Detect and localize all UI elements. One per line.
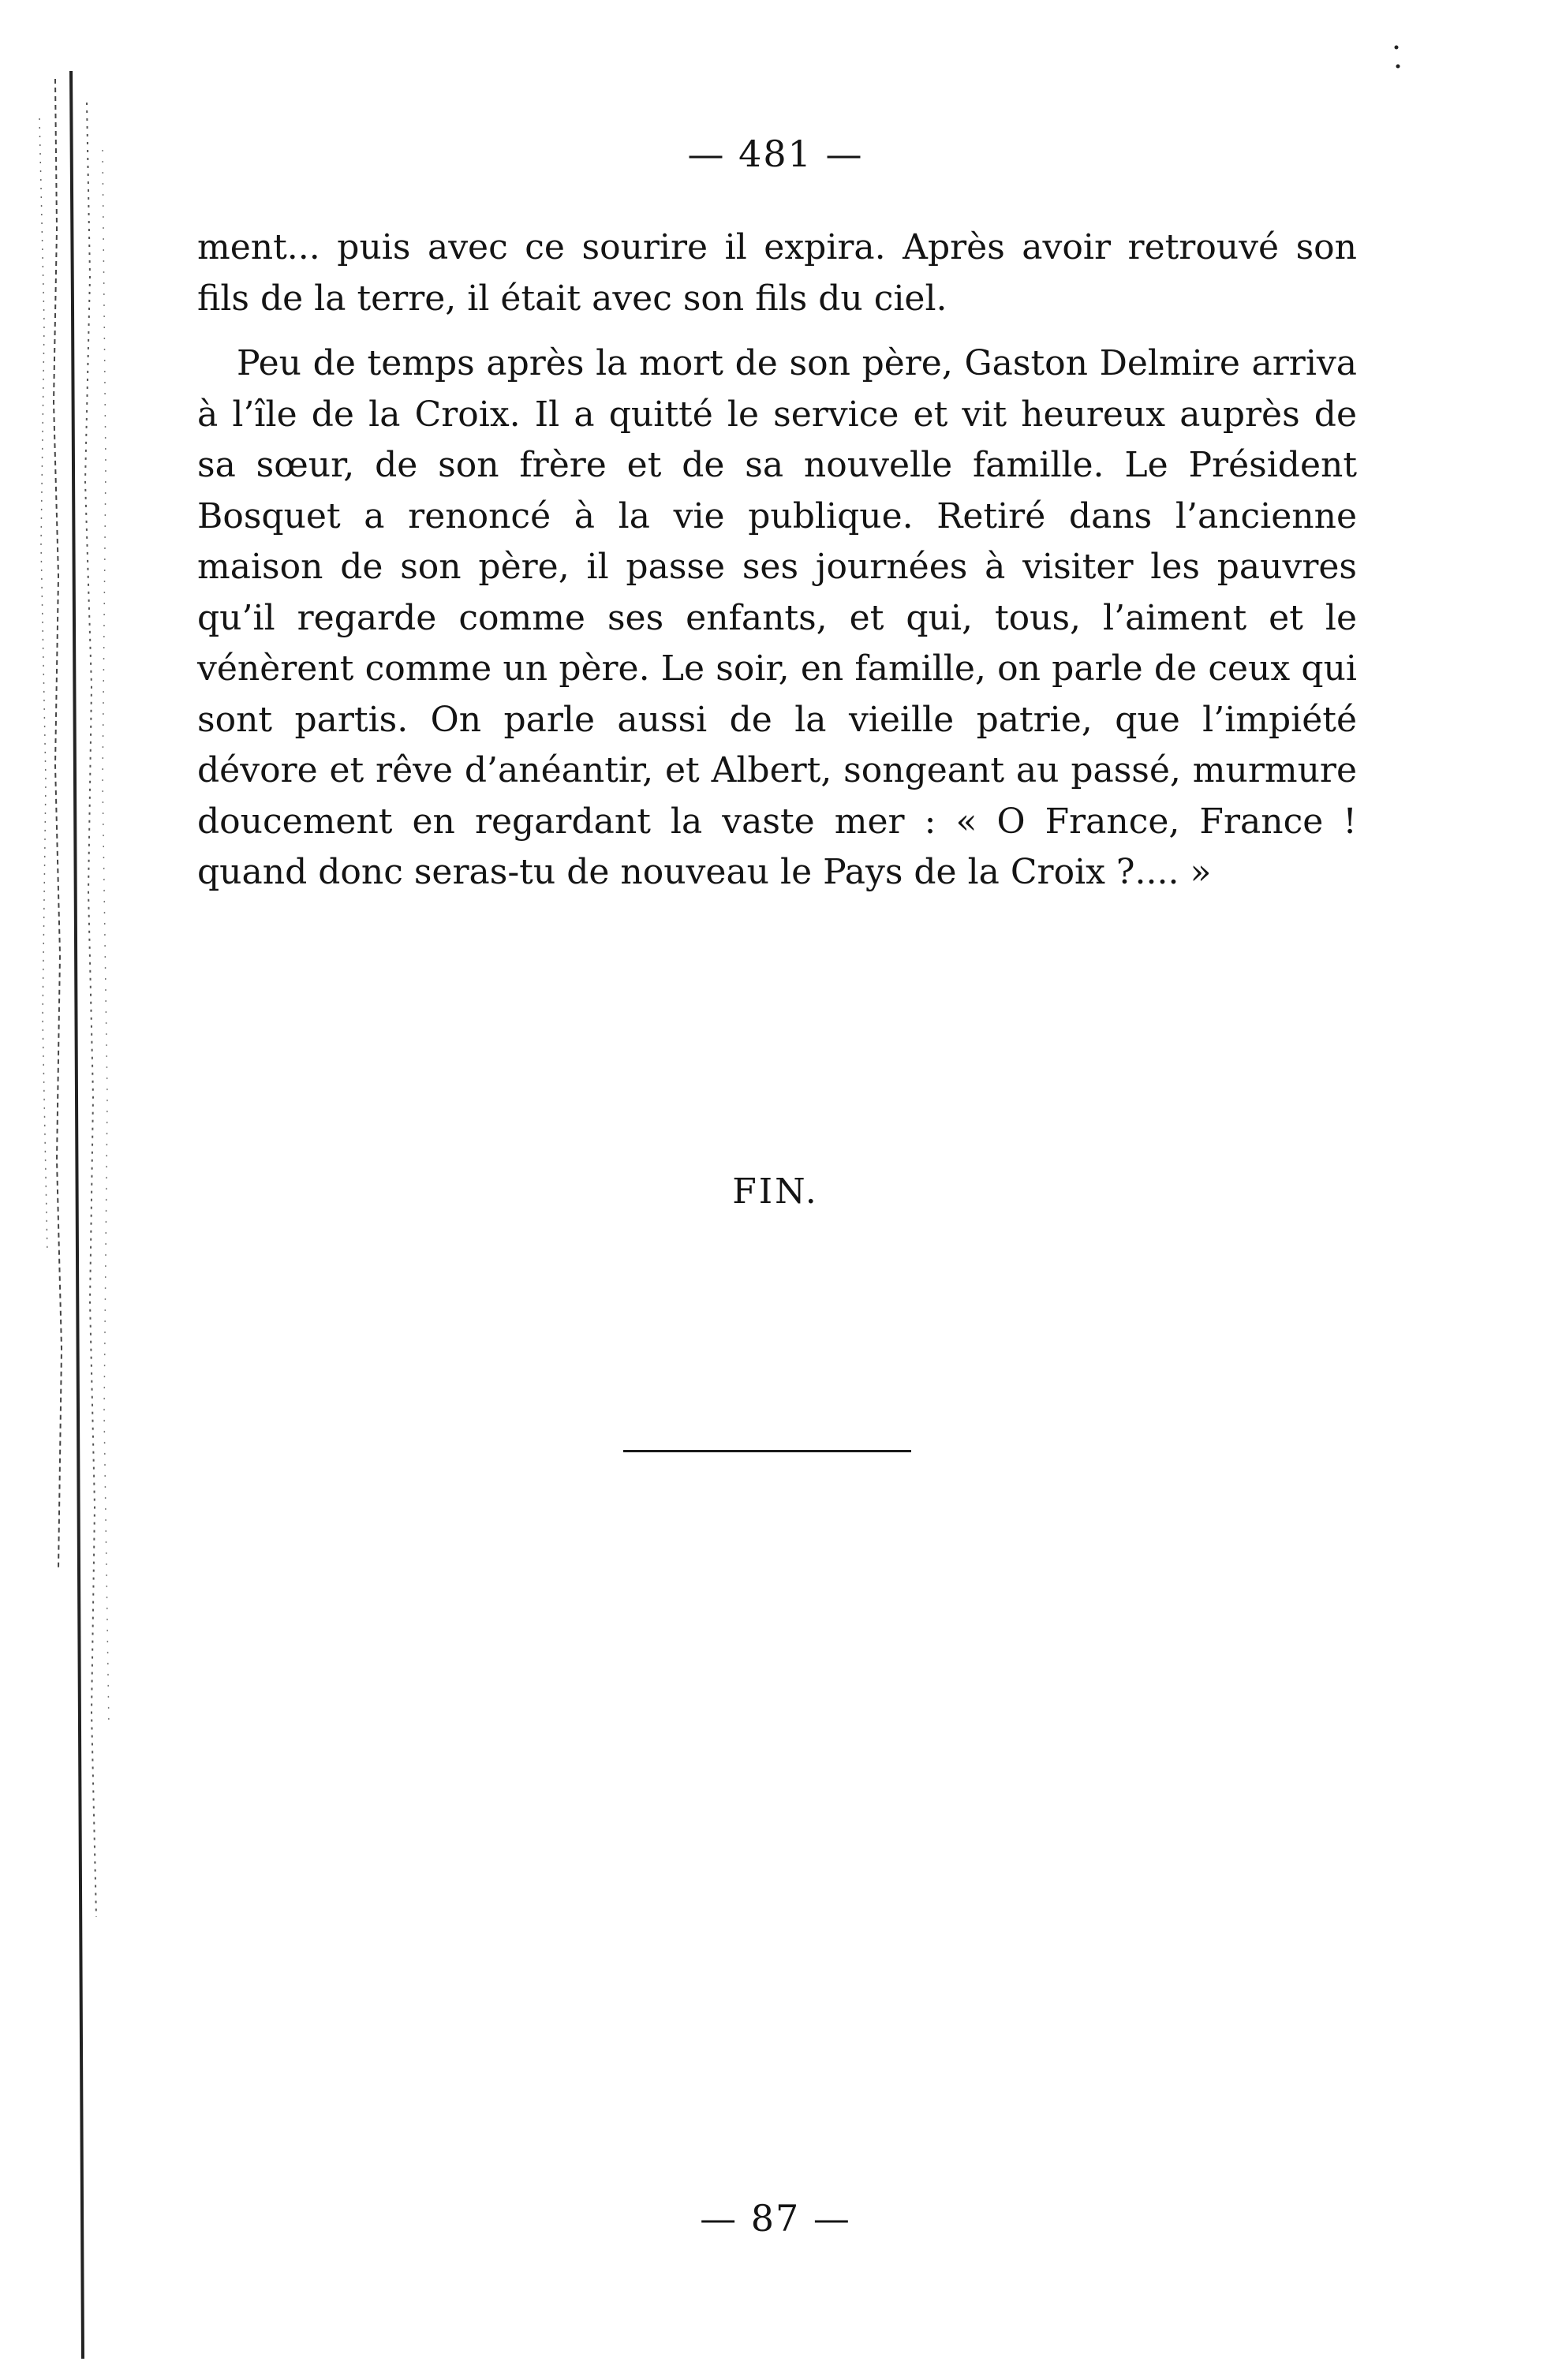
paragraph-continuation: ment... puis avec ce sourire il expira. Après avoir retrouvé son fils de la terre, il était avec son fils du ciel. [197,227,1357,319]
end-marker: FIN. [732,1171,819,1212]
body-text [197,222,1357,899]
binding-edge-scan-artifact [24,71,142,2359]
binding-edge-graphic [24,71,142,2359]
scan-speck-marks [1388,39,1412,79]
page-number-bottom: — 87 — [700,2197,851,2240]
closing-rule [623,1450,911,1452]
paragraph-final: Peu de temps après la mort de son père, Gaston Delmire arriva à l’île de la Croix. Il a quitté le service et vit heureux auprès de sa sœur, de son frère et de sa nouvelle famille. Le Président Bosquet a renoncé à la vie publique. Retiré dans l’ancienne maison de son père, il passe ses journées à visiter les pauvres qu’il regarde comme ses enfants, et qui, tous, l’aiment et le vénèrent comme un père. Le soir, en famille, on parle de ceux qui sont partis. On parle aussi de la vieille patrie, que l’impiété dévore et rêve d’anéantir, et Albert, songeant au passé, murmure doucement en regardant la vaste mer : « O France, France ! quand donc seras-tu de nouveau le Pays de la Croix ?.... » [197,343,1357,892]
page-number-top: — 481 — [687,133,864,175]
